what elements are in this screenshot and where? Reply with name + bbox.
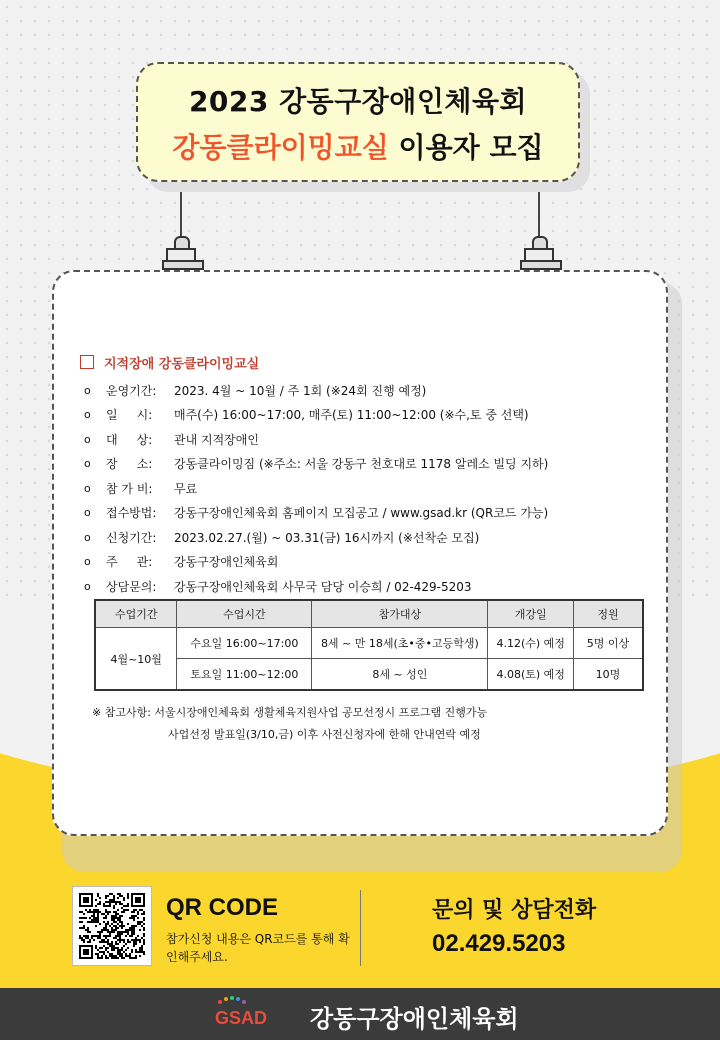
info-row [84, 378, 674, 403]
info-row [84, 452, 674, 477]
info-label: 장 소: [106, 457, 153, 472]
schedule-table [94, 599, 644, 691]
info-value: 2023. 4월 ~ 10월 / 주 1회 (※24회 진행 예정) [174, 383, 427, 398]
table-cell-period: 4월~10월 [95, 628, 177, 691]
table-cell: 10명 [573, 659, 643, 691]
table-row [95, 659, 643, 691]
note [92, 702, 487, 746]
info-row [84, 550, 674, 575]
table-header: 정원 [573, 600, 643, 628]
table-header: 참가대상 [312, 600, 488, 628]
info-value: 매주(수) 16:00~17:00, 매주(토) 11:00~12:00 (※수,토 중 선택) [174, 408, 529, 423]
info-value: 강동클라이밍짐 (※주소: 서울 강동구 천호대로 1178 알레소 빌딩 지하) [174, 457, 549, 472]
info-label: 신청기간: [106, 530, 157, 545]
title-line1: 2023 강동구장애인체육회 [188, 85, 528, 118]
info-label: 일 시: [106, 408, 153, 423]
info-row [84, 427, 674, 452]
footer-org-name: 강동구장애인체육회 [310, 1005, 519, 1033]
info-row [84, 525, 674, 550]
info-value: 강동구장애인체육회 [174, 555, 279, 570]
table-cell: 4.08(토) 예정 [488, 659, 573, 691]
table-header: 수업기간 [95, 600, 177, 628]
bullet-mark: o [84, 408, 91, 422]
table-header: 수업시간 [177, 600, 312, 628]
footer-divider [360, 890, 361, 966]
bullet-mark: o [84, 579, 91, 593]
qr-title: QR CODE [166, 894, 279, 921]
table-cell: 토요일 11:00~12:00 [177, 659, 312, 691]
info-row [84, 403, 674, 428]
hanger-wire-left [180, 186, 182, 238]
table-cell: 8세 ~ 성인 [312, 659, 488, 691]
info-label: 참 가 비: [106, 481, 153, 496]
table-row [95, 628, 643, 659]
table-header-row [95, 600, 643, 628]
title-board [136, 62, 580, 182]
contact-phone[interactable]: 02.429.5203 [432, 930, 566, 957]
section-title [80, 353, 259, 372]
gsad-logo-icon [210, 994, 272, 1034]
info-row [84, 476, 674, 501]
info-value: 강동구장애인체육회 사무국 담당 이승희 / 02-429-5203 [174, 579, 472, 594]
info-label: 주 관: [106, 555, 153, 570]
info-label: 대 상: [106, 432, 153, 447]
bullet-mark: o [84, 457, 91, 471]
bullet-mark: o [84, 432, 91, 446]
qr-code-icon [77, 891, 147, 961]
bullet-mark: o [84, 555, 91, 569]
info-value: 2023.02.27.(월) ~ 03.31(금) 16시까지 (※선착순 모집) [174, 530, 480, 545]
checkbox-square-icon [80, 355, 94, 369]
note-line2: 사업선정 발표일(3/10,금) 이후 사전신청자에 한해 안내연락 예정 [168, 728, 481, 741]
info-value: 관내 지적장애인 [174, 432, 259, 447]
bullet-mark: o [84, 383, 91, 397]
bullet-mark: o [84, 481, 91, 495]
table-header: 개강일 [488, 600, 573, 628]
hanger-wire-right [538, 186, 540, 238]
info-label: 상담문의: [106, 579, 157, 594]
info-value: 강동구장애인체육회 홈페이지 모집공고 / www.gsad.kr (QR코드 가능) [174, 506, 549, 521]
info-label: 운영기간: [106, 383, 157, 398]
info-list [84, 378, 674, 599]
info-value: 무료 [174, 481, 198, 496]
note-line1: ※ 참고사항: 서울시장애인체육회 생활체육지원사업 공모선정시 프로그램 진행가능 [92, 706, 488, 719]
info-row [84, 574, 674, 599]
section-title-text: 지적장애 강동클라이밍교실 [104, 357, 260, 372]
info-row [84, 501, 674, 526]
bullet-mark: o [84, 506, 91, 520]
contact-title: 문의 및 상담전화 [432, 898, 597, 923]
hanger-clip-right [524, 248, 554, 266]
title-rest: 이용자 모집 [388, 131, 544, 164]
qr-code-image[interactable] [72, 886, 152, 966]
table-cell: 5명 이상 [573, 628, 643, 659]
title-line2 [138, 126, 578, 166]
bullet-mark: o [84, 530, 91, 544]
logo-text: GSAD [214, 1008, 268, 1028]
qr-description: 참가신청 내용은 QR코드를 통해 확인해주세요. [166, 932, 350, 964]
table-cell: 수요일 16:00~17:00 [177, 628, 312, 659]
info-label: 접수방법: [106, 506, 157, 521]
title-accent: 강동클라이밍교실 [172, 131, 389, 164]
hanger-clip-left [166, 248, 196, 266]
table-cell: 8세 ~ 만 18세(초•중•고등학생) [312, 628, 488, 659]
table-cell: 4.12(수) 예정 [488, 628, 573, 659]
